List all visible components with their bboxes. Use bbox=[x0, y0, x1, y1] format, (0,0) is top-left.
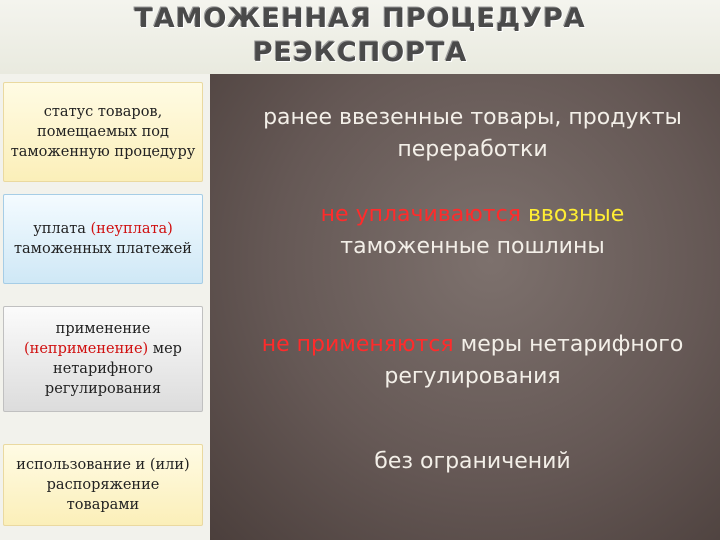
label-box-payments bbox=[3, 194, 203, 284]
value-payments-red: не уплачиваются bbox=[320, 202, 521, 227]
value-payments-yellow: ввозные bbox=[527, 202, 625, 227]
label-payments-before: уплата bbox=[33, 221, 91, 237]
label-nontariff-highlight: (неприменение) bbox=[24, 341, 149, 357]
label-payments-after: таможенных платежей bbox=[14, 241, 192, 257]
label-box-goods-status bbox=[3, 82, 203, 182]
value-nontariff bbox=[225, 329, 720, 393]
label-nontariff bbox=[10, 319, 196, 399]
value-goods-status: ранее ввезенные товары, продукты переработки bbox=[263, 105, 682, 162]
title-line-2: РЕЭКСПОРТА bbox=[252, 37, 468, 68]
value-payments-rest: таможенные пошлины bbox=[340, 234, 605, 259]
label-payments-highlight: (неуплата) bbox=[90, 221, 173, 237]
label-goods-status: статус товаров, помещаемых под таможенную процедуру bbox=[10, 104, 196, 160]
value-payments bbox=[225, 199, 720, 263]
label-nontariff-after: мер нетарифного регулирования bbox=[44, 341, 182, 397]
label-usage: использование и (или) распоряжение товарами bbox=[16, 457, 190, 513]
value-nontariff-red: не применяются bbox=[261, 332, 454, 357]
label-payments bbox=[10, 219, 196, 259]
label-nontariff-before: применение bbox=[55, 321, 151, 337]
page-title bbox=[0, 2, 720, 70]
title-line-1: ТАМОЖЕННАЯ ПРОЦЕДУРА bbox=[134, 3, 586, 34]
label-box-usage bbox=[3, 444, 203, 526]
value-nontariff-rest: меры нетарифного регулирования bbox=[384, 332, 684, 389]
title-bar bbox=[0, 0, 720, 75]
label-box-nontariff bbox=[3, 306, 203, 412]
value-usage: без ограничений bbox=[374, 449, 571, 474]
